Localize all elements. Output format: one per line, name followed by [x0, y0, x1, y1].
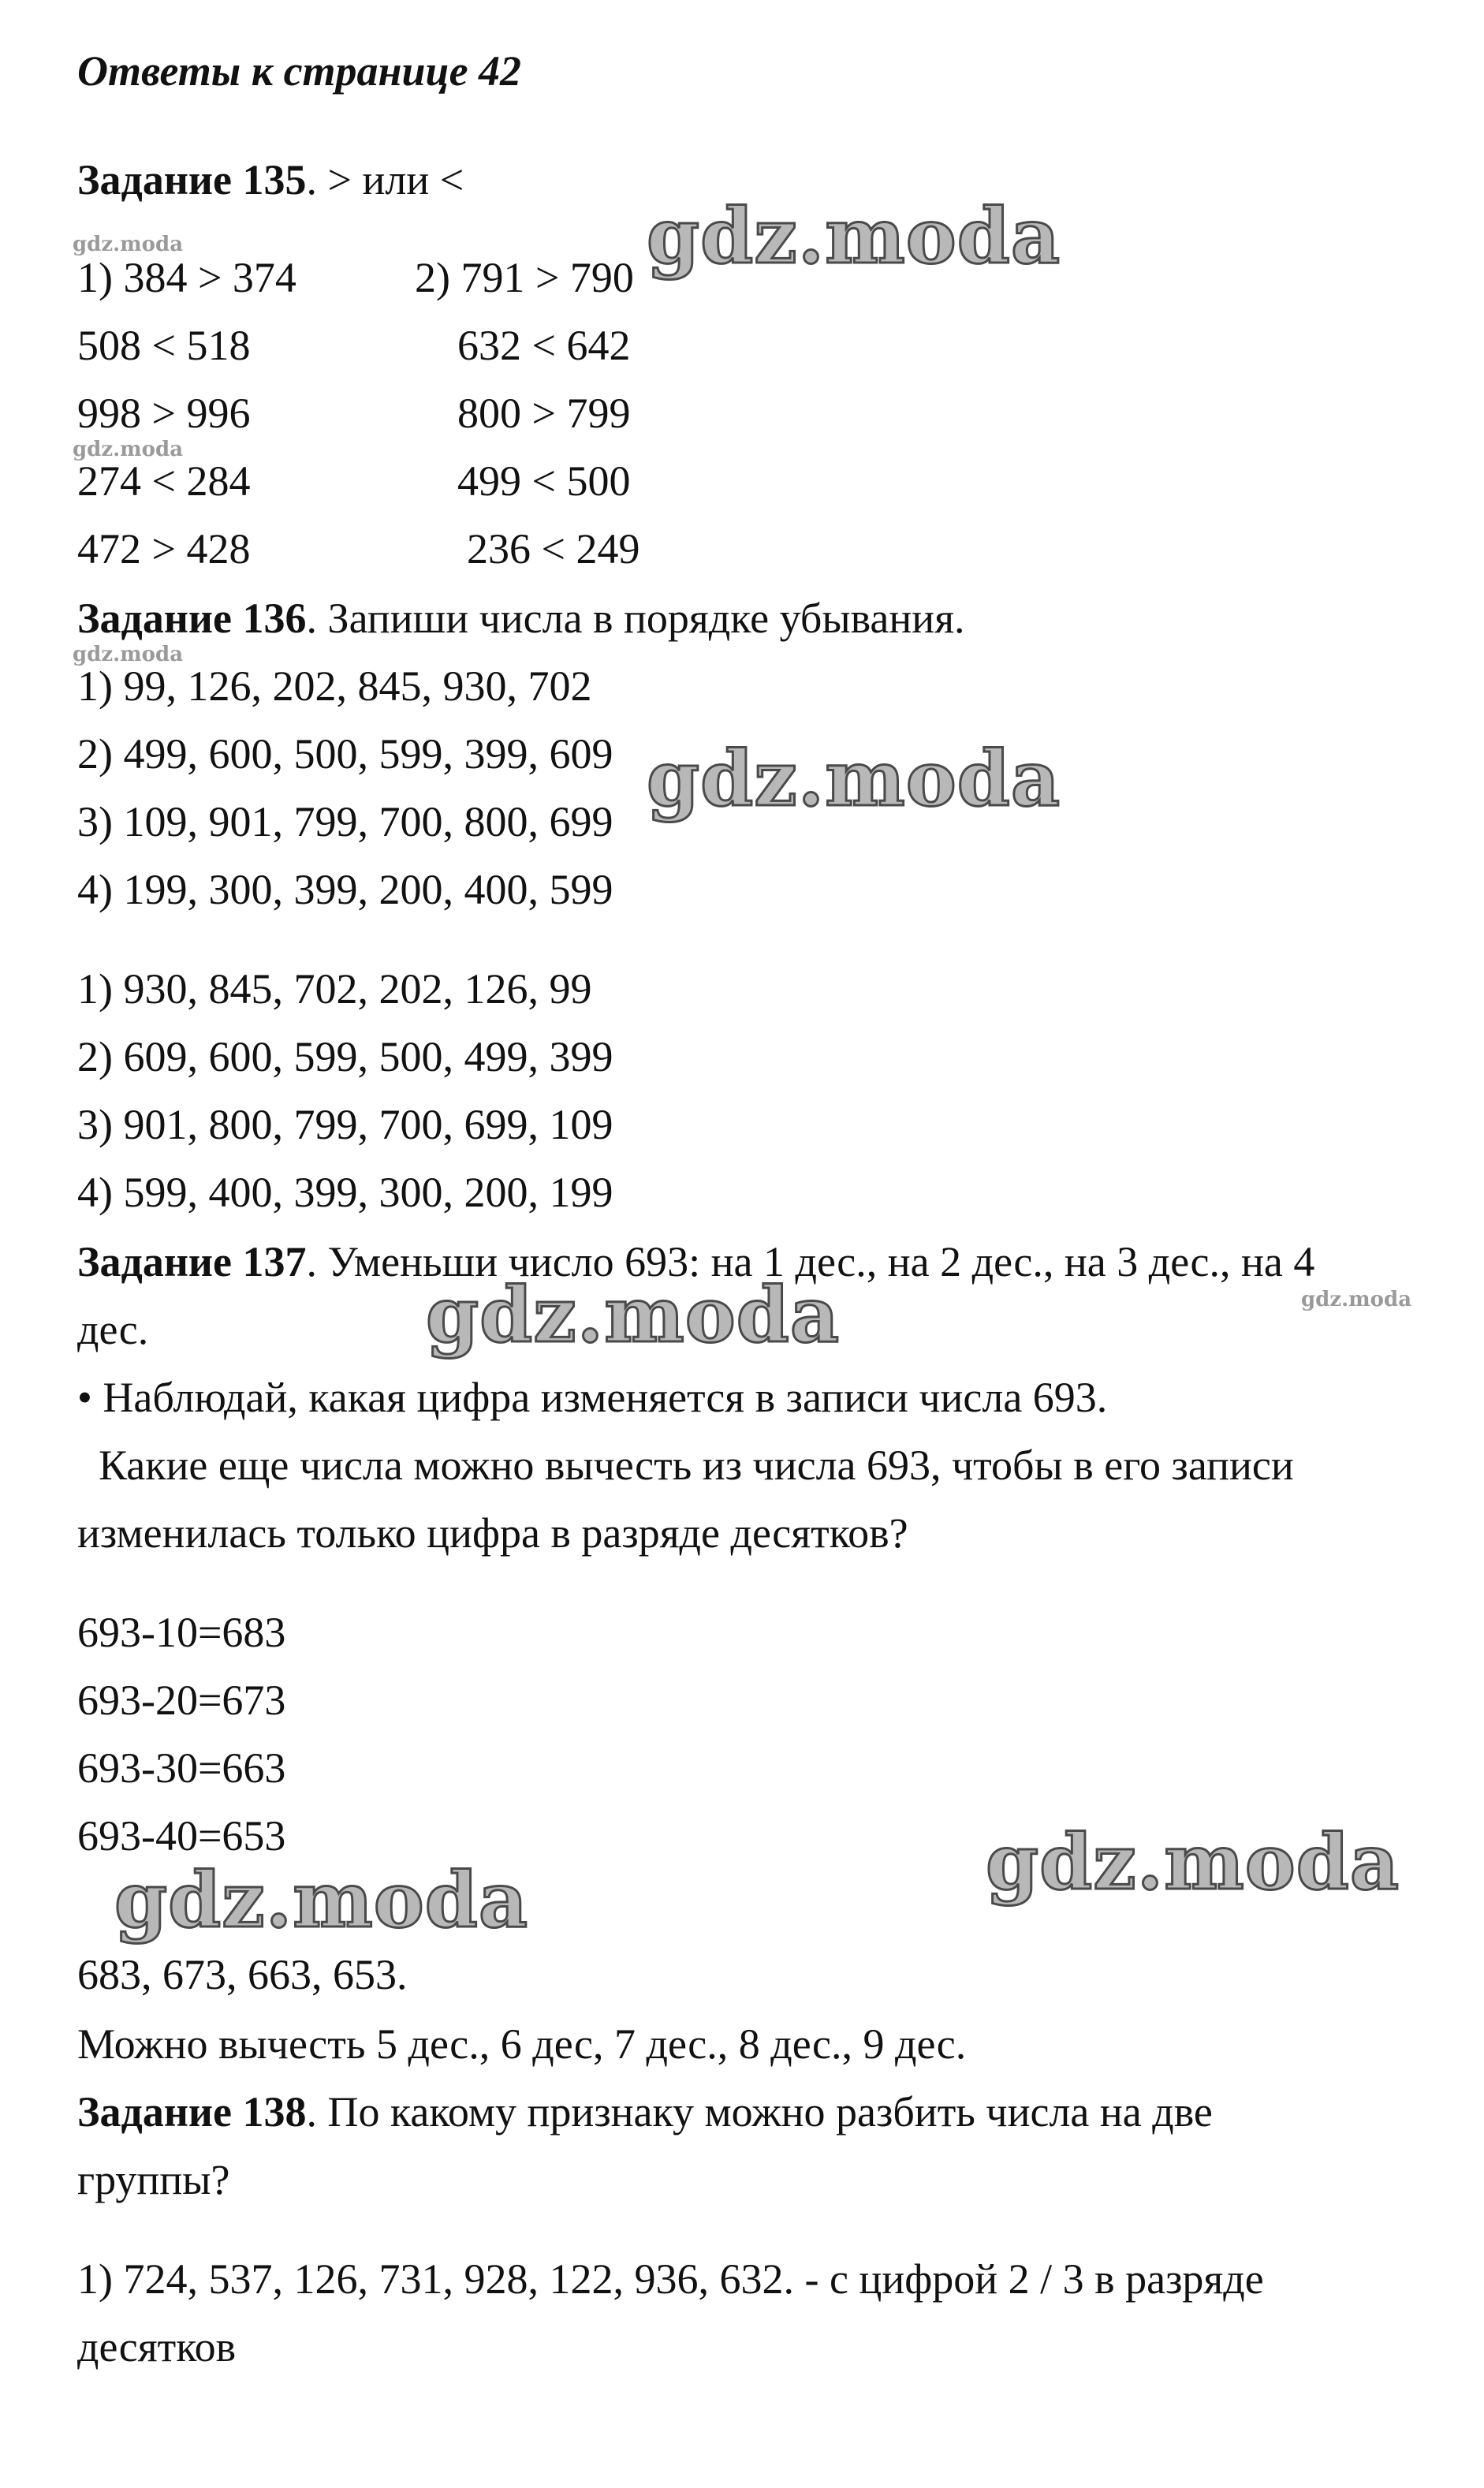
task-137-prompt-line-1: . Уменьши число 693: на 1 дес., на 2 дес., на 3 дес., на 4 — [306, 1238, 1315, 1285]
watermark-small: gdz.moda — [73, 438, 184, 461]
task-137-title: Задание 137 — [77, 1238, 307, 1285]
task-137-equation-4: 693-40=653 — [77, 1812, 286, 1859]
task-136-answer-1: 1) 930, 845, 702, 202, 126, 99 — [77, 965, 592, 1013]
task-135-row-2-left: 508 < 518 — [77, 322, 251, 369]
task-136-title: Задание 136 — [77, 595, 307, 642]
task-135-row-3-right: 800 > 799 — [457, 390, 631, 437]
task-136-given-4: 4) 199, 300, 399, 200, 400, 599 — [77, 866, 613, 913]
task-138-title: Задание 138 — [77, 2088, 307, 2136]
task-137-note-line-3: изменилась только цифра в разряде десятков? — [77, 1509, 908, 1557]
task-135-row-5-right: 236 < 249 — [467, 525, 640, 573]
task-136-heading — [77, 593, 965, 643]
task-135-row-1-right: 2) 791 > 790 — [415, 254, 634, 301]
task-137-equation-2: 693-20=673 — [77, 1677, 286, 1724]
task-135-row-2 — [77, 320, 631, 371]
task-138-answer-line-2: десятков — [77, 2323, 237, 2371]
task-136-answer-2: 2) 609, 600, 599, 500, 499, 399 — [77, 1033, 613, 1080]
task-138-prompt-line-1: . По какому признаку можно разбить числа на две — [306, 2088, 1213, 2136]
task-136-given-2: 2) 499, 600, 500, 599, 399, 609 — [77, 730, 613, 778]
task-135-prompt: . > или < — [306, 156, 464, 203]
watermark-large: gdz.moda — [647, 734, 1061, 823]
task-137-results: 683, 673, 663, 653. — [77, 1951, 408, 1998]
task-136-answer-4: 4) 599, 400, 399, 300, 200, 199 — [77, 1169, 613, 1216]
task-137-equation-3: 693-30=663 — [77, 1744, 286, 1792]
task-137-note-line-1: • Наблюдай, какая цифра изменяется в записи числа 693. — [77, 1374, 1108, 1421]
watermark-large: gdz.moda — [647, 192, 1061, 281]
task-135-row-4-left: 274 < 284 — [77, 457, 251, 505]
task-135-row-4 — [77, 456, 631, 506]
task-136-prompt: . Запиши числа в порядке убывания. — [306, 595, 965, 642]
task-137-note-line-2: Какие еще числа можно вычесть из числа 693, чтобы в его записи — [77, 1442, 1294, 1489]
watermark-large: gdz.moda — [986, 1818, 1400, 1907]
task-136-given-1: 1) 99, 126, 202, 845, 930, 702 — [77, 662, 592, 710]
task-136-given-3: 3) 109, 901, 799, 700, 800, 699 — [77, 798, 613, 845]
watermark-small: gdz.moda — [73, 643, 184, 666]
task-135-row-4-right: 499 < 500 — [457, 457, 631, 505]
task-137-conclusion: Можно вычесть 5 дес., 6 дес, 7 дес., 8 дес., 9 дес. — [77, 2020, 967, 2068]
task-137-equation-1: 693-10=683 — [77, 1609, 286, 1656]
task-135-heading — [77, 155, 464, 205]
watermark-small: gdz.moda — [73, 233, 184, 256]
page-title: Ответы к странице 42 — [77, 47, 522, 95]
task-136-answer-3: 3) 901, 800, 799, 700, 699, 109 — [77, 1101, 613, 1148]
task-135-row-5-left: 472 > 428 — [77, 525, 251, 573]
task-138-prompt-line-2: группы? — [77, 2156, 230, 2203]
watermark-small: gdz.moda — [1301, 1288, 1412, 1311]
task-135-row-2-right: 632 < 642 — [457, 322, 631, 369]
watermark-large: gdz.moda — [114, 1856, 529, 1945]
task-135-row-1-left: 1) 384 > 374 — [77, 254, 296, 301]
watermark-large: gdz.moda — [426, 1270, 841, 1360]
task-138-heading — [77, 2087, 1213, 2137]
task-135-row-3-left: 998 > 996 — [77, 390, 251, 437]
task-138-answer-line-1: 1) 724, 537, 126, 731, 928, 122, 936, 632. - с цифрой 2 / 3 в разряде — [77, 2255, 1264, 2303]
task-135-row-1 — [77, 252, 634, 303]
task-135-row-3 — [77, 388, 631, 438]
task-135-title: Задание 135 — [77, 156, 307, 203]
task-137-prompt-line-2: дес. — [77, 1306, 149, 1353]
task-135-row-5 — [77, 524, 640, 574]
